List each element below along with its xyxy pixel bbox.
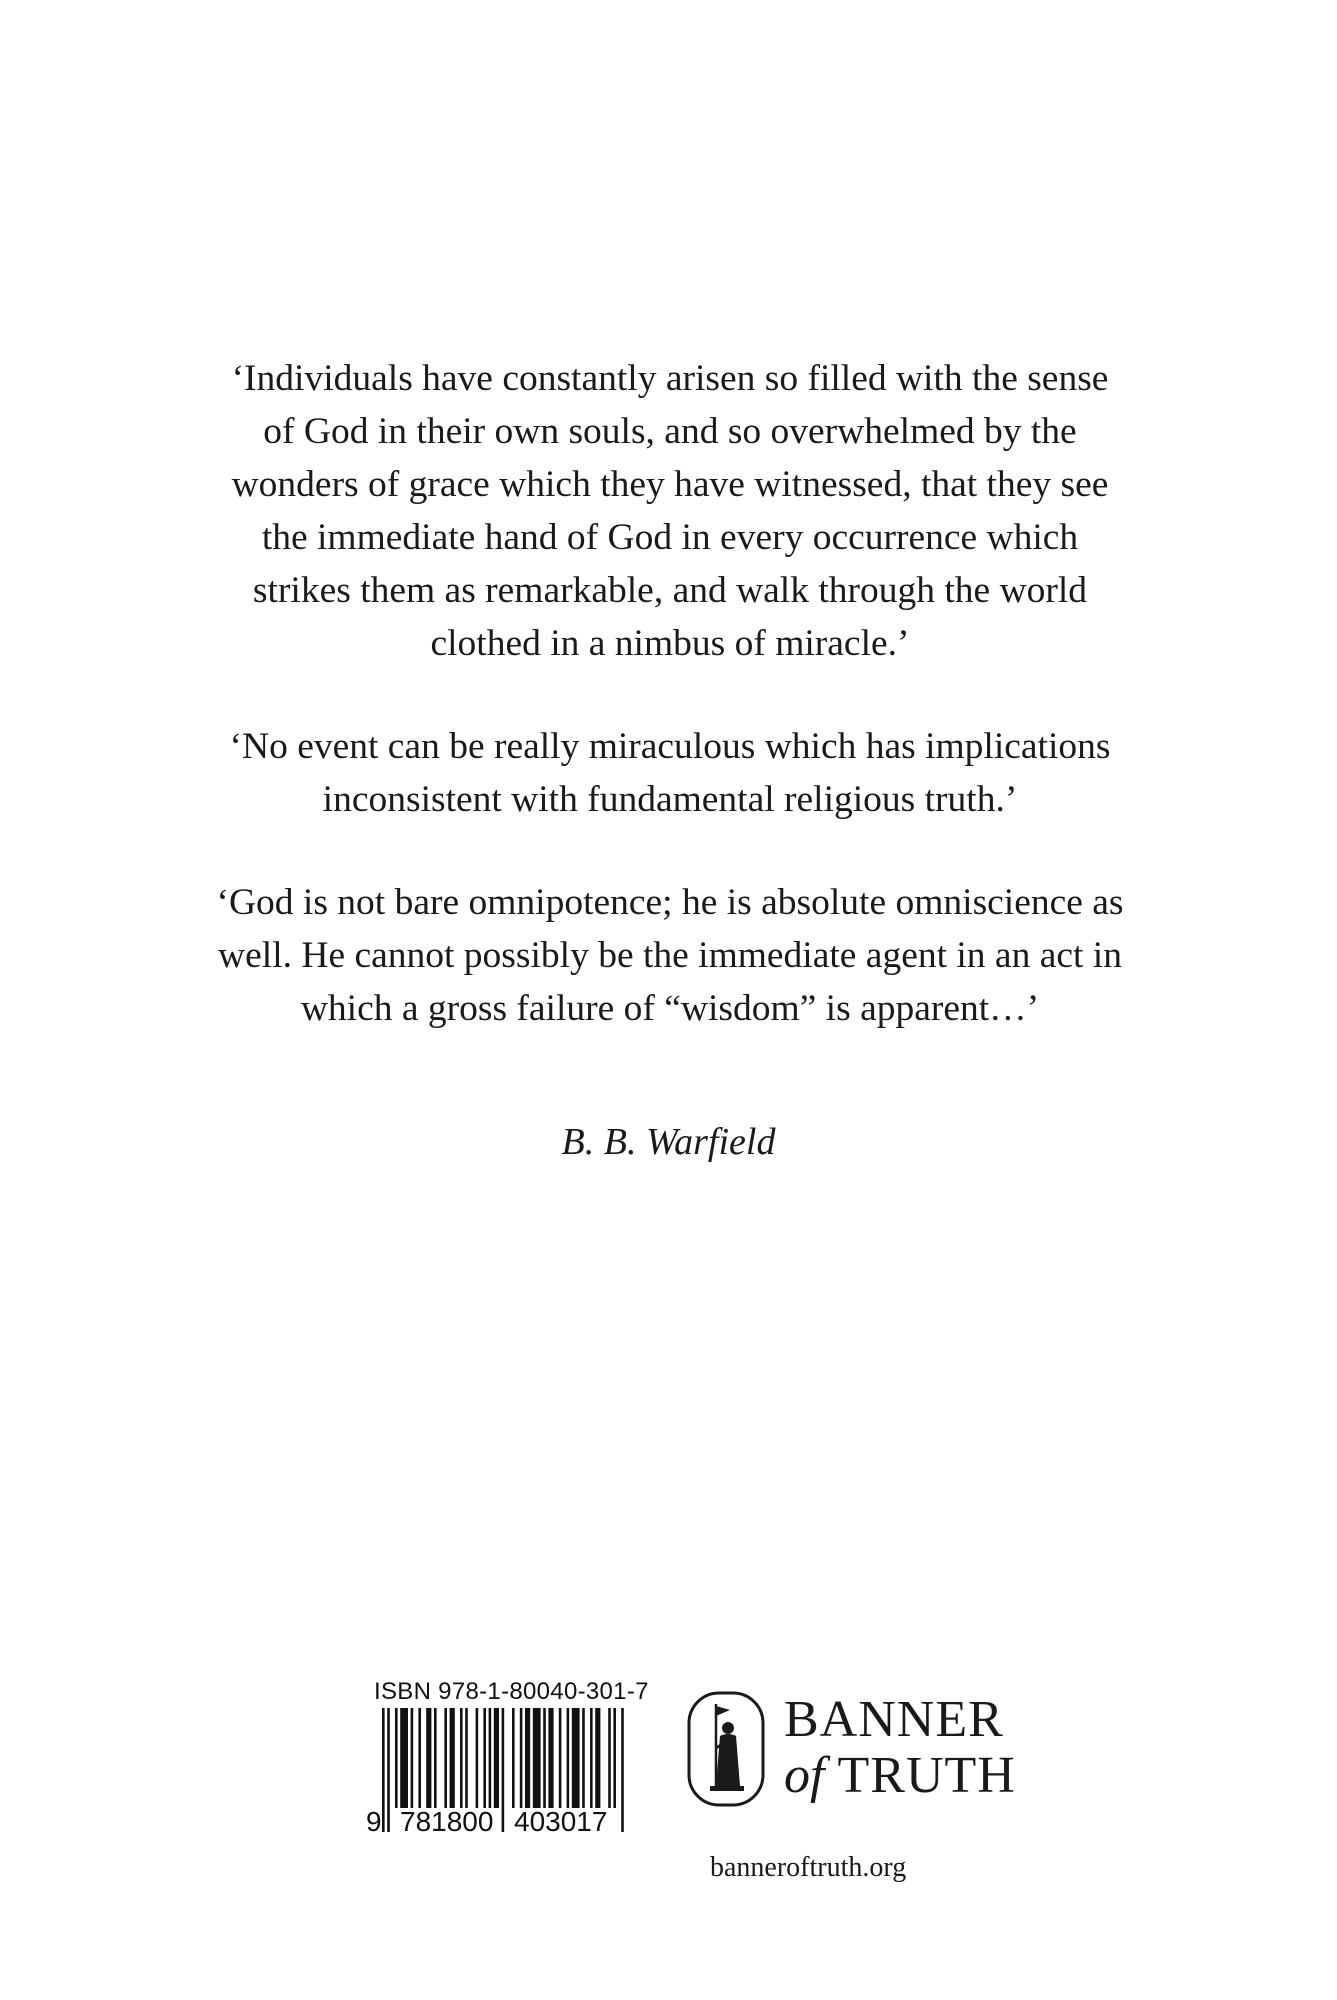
barcode-bar xyxy=(533,1708,541,1808)
quote-line: strikes them as remarkable, and walk through the world xyxy=(252,570,1088,611)
barcode-bar xyxy=(512,1708,515,1808)
barcode-bar xyxy=(460,1708,463,1808)
barcode-bar xyxy=(613,1708,616,1808)
quote-line: well. He cannot possibly be the immediate agent in an act in xyxy=(218,935,1122,976)
barcode-left-digits: 781800 xyxy=(400,1806,494,1837)
barcode-bar xyxy=(559,1708,562,1808)
barcode-bar xyxy=(411,1708,414,1808)
barcode-bar xyxy=(567,1708,570,1808)
quote-line: inconsistent with fundamental religious truth.’ xyxy=(322,779,1018,820)
barcode-right-digits: 403017 xyxy=(514,1806,608,1837)
barcode-bar xyxy=(494,1708,499,1808)
publisher-website: banneroftruth.org xyxy=(710,1852,907,1883)
publisher-name xyxy=(784,1692,1016,1804)
publisher-line-of-truth xyxy=(784,1748,1016,1804)
barcode-bar xyxy=(483,1708,486,1808)
isbn-label: ISBN 978-1-80040-301-7 xyxy=(374,1678,649,1705)
barcode-bar xyxy=(595,1708,600,1808)
barcode-bar xyxy=(450,1708,455,1808)
quote-1 xyxy=(140,352,1200,670)
barcode-bar xyxy=(465,1708,468,1808)
barcode-bar xyxy=(572,1708,580,1808)
quote-line: which a gross failure of “wisdom” is apparent…’ xyxy=(300,988,1040,1029)
quote-line: of God in their own souls, and so overwhelmed by the xyxy=(263,411,1077,452)
barcode-bar xyxy=(502,1708,505,1832)
barcode-bar xyxy=(608,1708,611,1808)
publisher-truth: TRUTH xyxy=(837,1747,1016,1804)
barcode-bar xyxy=(489,1708,492,1808)
barcode-bar xyxy=(395,1708,398,1808)
barcode-bar xyxy=(582,1708,585,1808)
barcode-bar xyxy=(387,1708,390,1832)
barcode-first-digit: 9 xyxy=(366,1806,382,1837)
publisher-of: of xyxy=(784,1747,825,1804)
quote-author: B. B. Warfield xyxy=(561,1121,776,1163)
barcode-bar xyxy=(548,1708,553,1808)
quotes-block xyxy=(140,352,1200,1085)
barcode-bar xyxy=(543,1708,546,1808)
barcode-bar xyxy=(590,1708,593,1808)
barcode-bar xyxy=(525,1708,530,1808)
quote-line: ‘Individuals have constantly arisen so filled with the sense xyxy=(231,358,1109,399)
barcode-bar xyxy=(621,1708,624,1832)
quote-line: clothed in a nimbus of miracle.’ xyxy=(430,623,910,664)
barcode-bar xyxy=(382,1708,385,1832)
standard-bearer-emblem-icon xyxy=(686,1690,766,1808)
quote-3 xyxy=(140,876,1200,1035)
quote-2 xyxy=(140,720,1200,826)
barcode-bar xyxy=(418,1708,421,1808)
quote-line: wonders of grace which they have witnessed, that they see xyxy=(231,464,1109,505)
barcode-bar xyxy=(444,1708,447,1808)
isbn-barcode xyxy=(366,1678,649,1848)
barcode-bar xyxy=(426,1708,431,1808)
barcode-bar xyxy=(400,1708,408,1808)
barcode-bar xyxy=(434,1708,437,1808)
barcode-bar xyxy=(476,1708,479,1808)
quote-line: ‘God is not bare omnipotence; he is absolute omniscience as xyxy=(216,882,1124,923)
quote-line: ‘No event can be really miraculous which has implications xyxy=(229,726,1111,767)
barcode-bar xyxy=(520,1708,523,1808)
quote-line: the immediate hand of God in every occurrence which xyxy=(261,517,1079,558)
publisher-line-banner: BANNER xyxy=(784,1691,1004,1748)
